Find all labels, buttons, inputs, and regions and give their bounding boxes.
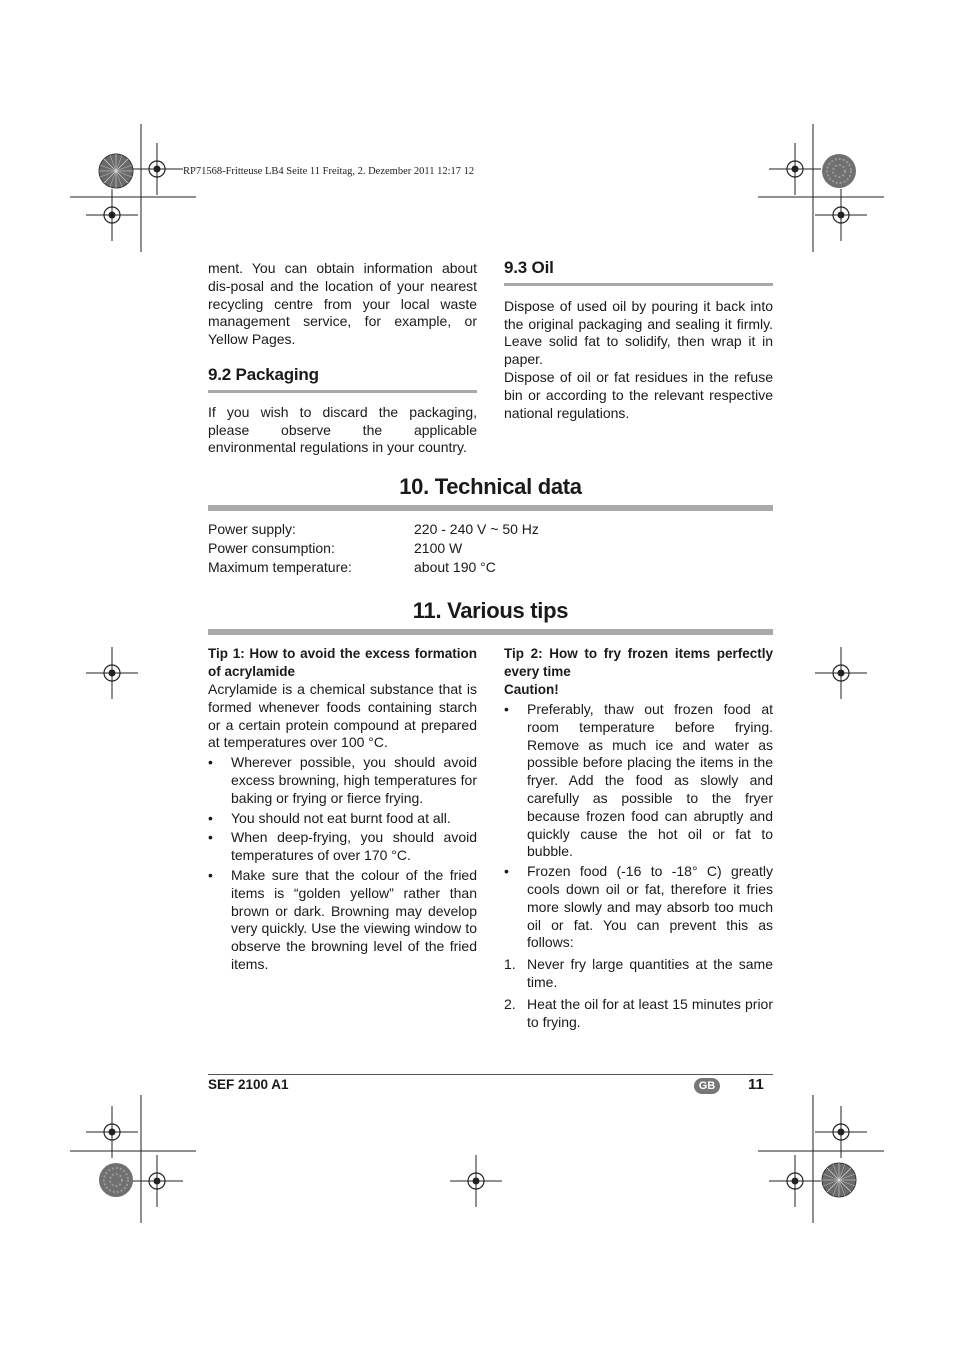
oil-para-1: Dispose of used oil by pouring it back into the original packaging and sealing it firmly. Leave solid fat to solidify, then wrap it in paper.: [504, 297, 773, 368]
step-number: 1.: [504, 956, 516, 973]
step-text: Never fry large quantities at the same time.: [527, 956, 773, 990]
list-item: [504, 956, 773, 992]
bullet-marker: •: [208, 829, 213, 846]
list-item: [208, 867, 477, 974]
oil-heading-rule: [504, 283, 773, 286]
language-badge: GB: [694, 1078, 720, 1094]
various-tips-rule: [208, 629, 773, 635]
step-text: Heat the oil for at least 15 minutes prior to frying.: [527, 995, 773, 1030]
right-column-top: [504, 259, 773, 422]
bullet-text: Preferably, thaw out frozen food at room temperature before frying. Remove as much ice and water as possible before placing the items in the fryer. Add the food as slowly and carefully as possible to the fryer because frozen food can abruptly and quickly cause the hot oil or fat to bubble.: [527, 701, 773, 860]
bullet-text: Wherever possible, you should avoid excess browning, high temperatures for baking or frying or fierce frying.: [231, 754, 477, 806]
tip1-title: Tip 1: How to avoid the excess formation of acrylamide: [208, 646, 477, 679]
oil-para-2: Dispose of oil or fat residues in the refuse bin or according to the relevant respective national regulations.: [504, 368, 773, 421]
list-item: [208, 829, 477, 865]
technical-data-heading: 10. Technical data: [399, 474, 582, 499]
tip2-numbered-list: [504, 956, 773, 1031]
tech-value: about 190 °C: [414, 559, 496, 575]
technical-data-rule: [208, 505, 773, 511]
bullet-text: Make sure that the colour of the fried items is “golden yellow” rather than brown or dark. Browning may develop very quickly. Use the viewing window to observe the browning level of the fried items.: [231, 866, 477, 972]
step-number: 2.: [504, 995, 516, 1012]
tech-label: Maximum temperature:: [208, 559, 352, 575]
print-slug: RP71568-Fritteuse LB4 Seite 11 Freitag, 2. Dezember 2011 12:17 12: [183, 166, 475, 177]
tip1-intro: Acrylamide is a chemical substance that is formed whenever foods containing starch or a certain protein compound at prepared at temperatures over 100 °C.: [208, 681, 477, 751]
packaging-heading-rule: [208, 390, 477, 393]
tip1-column: [208, 645, 477, 974]
list-item: [208, 810, 477, 828]
list-item: [208, 754, 477, 807]
tip2-caution: Caution!: [504, 682, 559, 697]
footer-rule: [208, 1074, 773, 1075]
bullet-text: When deep-frying, you should avoid temperatures of over 170 °C.: [231, 829, 477, 864]
tip2-bullet-list: [504, 701, 773, 952]
packaging-text: If you wish to discard the packaging, please observe the applicable environmental regulations in your country.: [208, 403, 477, 456]
bullet-text: You should not eat burnt food at all.: [231, 809, 451, 826]
bullet-text: Frozen food (-16 to -18° C) greatly cools down oil or fat, therefore it fries more slowly and may absorb too much oil or fat. You can prevent this as follows:: [527, 863, 773, 951]
footer-model-number: SEF 2100 A1: [208, 1077, 289, 1092]
list-item: [504, 701, 773, 861]
left-column-top: [208, 260, 477, 457]
tip2-title: Tip 2: How to fry frozen items perfectly every time: [504, 646, 773, 679]
bullet-marker: •: [208, 754, 213, 771]
page-number: 11: [748, 1076, 764, 1093]
list-item: [504, 996, 773, 1032]
bullet-marker: •: [504, 863, 509, 880]
bullet-marker: •: [208, 866, 213, 883]
bullet-marker: •: [208, 809, 213, 826]
packaging-heading: 9.2 Packaging: [208, 364, 319, 384]
various-tips-heading: 11. Various tips: [412, 598, 569, 623]
packaging-section: [208, 366, 477, 457]
oil-heading: 9.3 Oil: [504, 258, 554, 277]
tech-value: 2100 W: [414, 540, 463, 556]
tech-label: Power consumption:: [208, 540, 335, 556]
tip2-column: [504, 645, 773, 1031]
tech-label: Power supply:: [208, 521, 296, 537]
list-item: [504, 863, 773, 952]
disposal-intro-text: ment. You can obtain information about dis-posal and the location of your nearest recycling centre from your local waste management service, for example, or Yellow Pages.: [208, 260, 477, 348]
bullet-marker: •: [504, 701, 509, 717]
tip1-bullet-list: [208, 754, 477, 974]
tech-value: 220 - 240 V ~ 50 Hz: [414, 521, 539, 537]
